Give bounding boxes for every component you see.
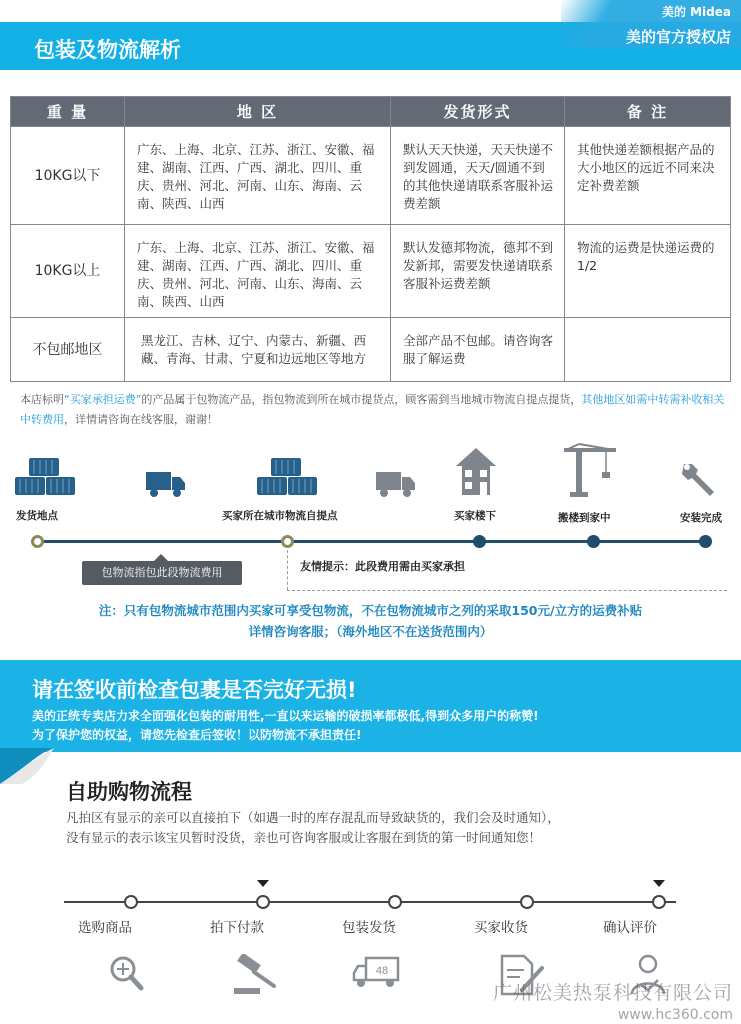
- step-label: 买家收货: [474, 920, 528, 936]
- dashed-divider: [287, 590, 727, 591]
- self-service-title: 自助购物流程: [66, 780, 192, 804]
- gavel-icon: [232, 954, 280, 996]
- timeline-node: [31, 535, 44, 548]
- col-method: 发货形式: [391, 97, 565, 127]
- cell-method: 默认天天快递，天天快递不到发圆通，天天/圆通不到的其他快递请联系客服补运费差额: [391, 127, 565, 225]
- banner-text: 美的正统专卖店力求全面强化包装的耐用性,一直以来运输的破损率都极低,得到众多用户的称赞!: [32, 709, 539, 723]
- cell-weight: 10KG以下: [11, 127, 125, 225]
- crane-icon: [562, 442, 618, 498]
- magnifier-icon: [108, 954, 144, 994]
- cell-note: 物流的运费是快递运费的1/2: [565, 225, 731, 318]
- flow-label-install: 安装完成: [680, 512, 722, 524]
- table-row: [11, 318, 731, 382]
- step-marker-icon: [257, 880, 269, 887]
- flow-note: [0, 600, 741, 642]
- boxes-icon: [256, 456, 318, 496]
- flow-label-home: 搬楼到家中: [558, 512, 611, 524]
- flow-label-origin: 发货地点: [16, 510, 58, 522]
- house-icon: [455, 446, 497, 496]
- truck-icon: [376, 470, 416, 498]
- step-label: 确认评价: [603, 920, 657, 936]
- shipping-table: [10, 96, 731, 382]
- cell-region: 广东、上海、北京、江苏、浙江、安徽、福建、湖南、江西、广西、湖北、四川、重庆、贵州、河北、河南、山东、海南、云南、陕西、山西: [125, 225, 391, 318]
- flow-label-downstairs: 买家楼下: [454, 510, 496, 522]
- timeline-node: [281, 535, 294, 548]
- cell-method: 默认发德邦物流，德邦不到发新邦，需要发快递请联系客服补运费差额: [391, 225, 565, 318]
- wrench-icon: [678, 458, 718, 498]
- brand-subtitle: 美的官方授权店: [625, 28, 731, 46]
- delivery-truck-icon: [352, 954, 400, 990]
- col-weight: 重 量: [11, 97, 125, 127]
- table-row: [11, 127, 731, 225]
- page-header: [0, 0, 741, 78]
- watermark: [493, 978, 733, 1023]
- note-text: ，详情请咨询在线客服，谢谢！: [64, 413, 218, 426]
- cell-method: 全部产品不包邮。请咨询客服了解运费: [391, 318, 565, 382]
- cell-region: 广东、上海、北京、江苏、浙江、安徽、福建、湖南、江西、广西、湖北、四川、重庆、贵州、河北、河南、山东、海南、云南、陕西、山西: [125, 127, 391, 225]
- shipping-flow: [0, 440, 741, 650]
- col-note: 备 注: [565, 97, 731, 127]
- note-text: 的产品属于包物流产品，指包物流到所在城市提货点，顾客需到当地城市物流自提点提货，: [141, 393, 582, 406]
- check-banner: [0, 660, 741, 752]
- step-node: [256, 895, 270, 909]
- page-title: 包装及物流解析: [34, 38, 181, 62]
- brand-block: [561, 0, 741, 48]
- watermark-site: www.hc360.com: [617, 1007, 733, 1023]
- flow-note-line: 注：只有包物流城市范围内买家可享受包物流，不在包物流城市之列的采取150元/立方的运费补贴: [98, 603, 643, 618]
- step-node: [124, 895, 138, 909]
- self-service-text: 没有显示的表示该宝贝暂时没货，亲也可咨询客服或让客服在到货的第一时间通知您！: [66, 830, 542, 845]
- page-curl-icon: [0, 748, 54, 784]
- cell-weight: 不包邮地区: [11, 318, 125, 382]
- flow-timeline: [38, 540, 706, 543]
- dashed-divider: [287, 550, 288, 590]
- step-label: 拍下付款: [210, 920, 264, 936]
- step-node: [520, 895, 534, 909]
- step-node: [388, 895, 402, 909]
- package-coverage-tag: 包物流指包此段物流费用: [82, 561, 242, 585]
- truck-badge: 48: [375, 965, 389, 977]
- cell-note: 其他快递差额根据产品的大小地区的远近不同来决定补费差额: [565, 127, 731, 225]
- shipping-note: [20, 390, 730, 430]
- flow-note-line: 详情咨询客服；（海外地区不在送货范围内）: [248, 624, 493, 639]
- banner-title: 请在签收前检查包裹是否完好无损!: [32, 678, 357, 702]
- steps-line: [64, 901, 676, 903]
- self-service-text: 凡拍区有显示的亲可以直接拍下（如遇一时的库存混乱而导致缺货的，我们会及时通知），: [66, 810, 560, 825]
- col-region: 地 区: [125, 97, 391, 127]
- note-highlight: “买家承担运费”: [64, 393, 142, 406]
- timeline-node: [587, 535, 600, 548]
- cell-note: [565, 318, 731, 382]
- timeline-node: [473, 535, 486, 548]
- step-node: [652, 895, 666, 909]
- step-label: 包装发货: [342, 920, 396, 936]
- step-label: 选购商品: [78, 920, 132, 936]
- step-marker-icon: [653, 880, 665, 887]
- truck-icon: [146, 470, 186, 498]
- table-header-row: [11, 97, 731, 127]
- midea-logo: 美的 Midea: [661, 5, 731, 19]
- table-row: [11, 225, 731, 318]
- note-highlight: 其他地区如需中转需补收相关中转费用: [20, 393, 725, 426]
- banner-text: 为了保护您的权益，请您先检查后签收！以防物流不承担责任!: [32, 728, 362, 742]
- timeline-node: [699, 535, 712, 548]
- friendly-tip: 友情提示：此段费用需由买家承担: [300, 560, 465, 573]
- boxes-icon: [14, 456, 76, 496]
- note-text: 本店标明: [20, 393, 64, 406]
- watermark-company: 广州松美热泵科技有限公司: [492, 982, 733, 1004]
- cell-weight: 10KG以上: [11, 225, 125, 318]
- flow-label-pickup: 买家所在城市物流自提点: [222, 510, 338, 522]
- cell-region: 黑龙江、吉林、辽宁、内蒙古、新疆、西藏、青海、甘肃、宁夏和边远地区等地方: [125, 318, 391, 382]
